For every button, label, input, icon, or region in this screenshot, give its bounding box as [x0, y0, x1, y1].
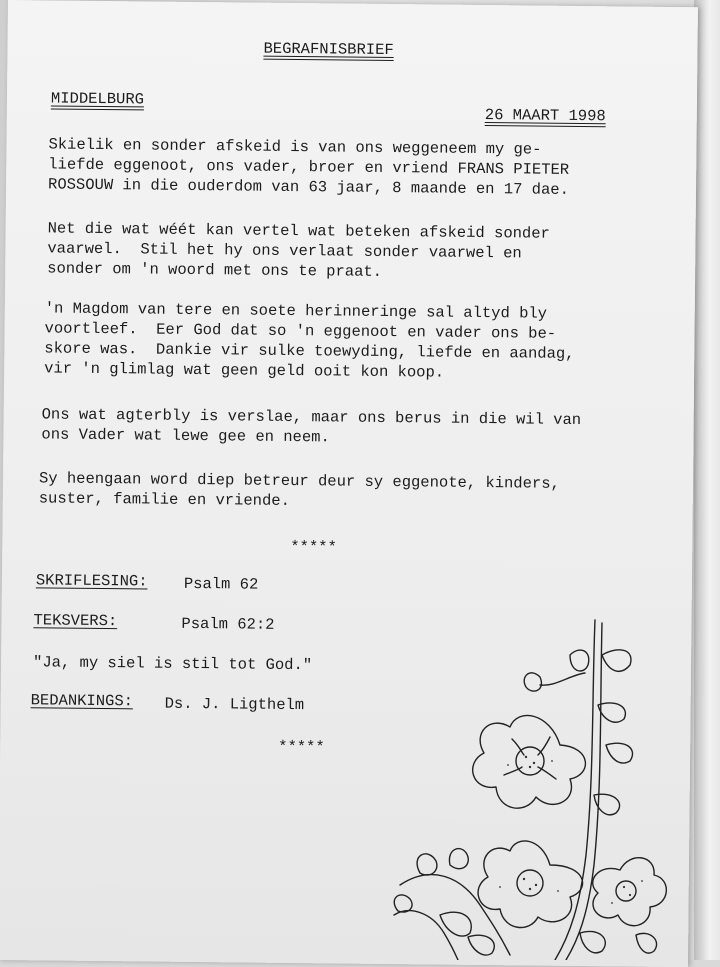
- stem: [555, 620, 595, 960]
- text-line: liefde eggenoot, ons vader, broer en vriend FRANS PIETER: [48, 155, 570, 179]
- flower-petals: [478, 841, 582, 928]
- paragraph-death-notice: [48, 134, 569, 199]
- text-line: sonder om 'n woord met ons te praat.: [47, 259, 383, 281]
- thanks-label: BEDANKINGS:: [30, 691, 134, 711]
- flower-center: [516, 747, 544, 775]
- text-verse-label: TEKSVERS:: [33, 611, 118, 631]
- bud: [417, 854, 437, 875]
- bud: [524, 673, 541, 691]
- twig: [540, 673, 585, 685]
- verse-quote: "Ja, my siel is stil tot God.": [32, 653, 313, 675]
- text-line: Ons wat agterbly is verslae, maar ons berus in die wil van: [41, 405, 582, 430]
- text-line: suster, familie en vriende.: [38, 489, 291, 510]
- paragraph-farewell: [47, 218, 550, 283]
- flower-illustration: [380, 615, 680, 960]
- scripture-value: Psalm 62: [183, 574, 259, 594]
- text-line: ons Vader wat lewe gee en neem.: [41, 425, 330, 447]
- text-line: vir 'n glimlag wat geen geld ooit kon koop.: [44, 359, 445, 382]
- bud: [570, 650, 589, 671]
- letter-date: 26 MAART 1998: [484, 105, 606, 126]
- petal-lines: [504, 737, 556, 779]
- page-fold-edge: [694, 0, 720, 960]
- leaf: [598, 703, 625, 722]
- letter-place: MIDDELBURG: [50, 89, 145, 109]
- leaf: [602, 650, 631, 672]
- text-line: ROSSOUW in die ouderdom van 63 jaar, 8 maande en 17 dae.: [47, 175, 570, 199]
- text-line: 'n Magdom van tere en soete herinneringe sal altyd bly: [44, 299, 548, 323]
- text-line: Skielik en sonder afskeid is van ons weggeneem my ge-: [48, 135, 542, 159]
- flower-center: [517, 870, 543, 896]
- bud: [394, 895, 412, 912]
- leaf: [580, 931, 605, 952]
- flower-petals: [473, 715, 586, 808]
- flower-petals: [593, 858, 667, 926]
- flower-center: [616, 881, 636, 901]
- text-line: voortleef. Eer God dat so 'n eggenoot en vader ons be-: [44, 319, 557, 343]
- leaf: [606, 743, 633, 763]
- text-verse-value: Psalm 62:2: [181, 614, 275, 634]
- paragraph-acceptance: [41, 404, 581, 450]
- leaf: [468, 935, 494, 955]
- text-line: vaarwel. Stil het hy ons verlaat sonder vaarwel en: [47, 239, 522, 263]
- separator-stars-end: *****: [278, 737, 325, 757]
- leaf: [636, 933, 657, 953]
- leaf: [440, 912, 471, 936]
- separator-stars: *****: [290, 537, 337, 557]
- text-line: Sy heengaan word diep betreur deur sy eggenote, kinders,: [38, 469, 560, 493]
- bud: [449, 849, 468, 869]
- scripture-label: SKRIFLESING:: [35, 571, 148, 591]
- paragraph-memories: [44, 298, 575, 384]
- text-line: skore was. Dankie vir sulke toewyding, liefde en aandag,: [44, 339, 575, 363]
- paragraph-mourners: [39, 468, 560, 513]
- text-line: Net die wat wéét kan vertel wat beteken afskeid sonder: [47, 219, 550, 243]
- thanks-value: Ds. J. Ligthelm: [164, 694, 305, 715]
- twig: [394, 911, 458, 960]
- letter-heading: BEGRAFNISBRIEF: [263, 39, 394, 60]
